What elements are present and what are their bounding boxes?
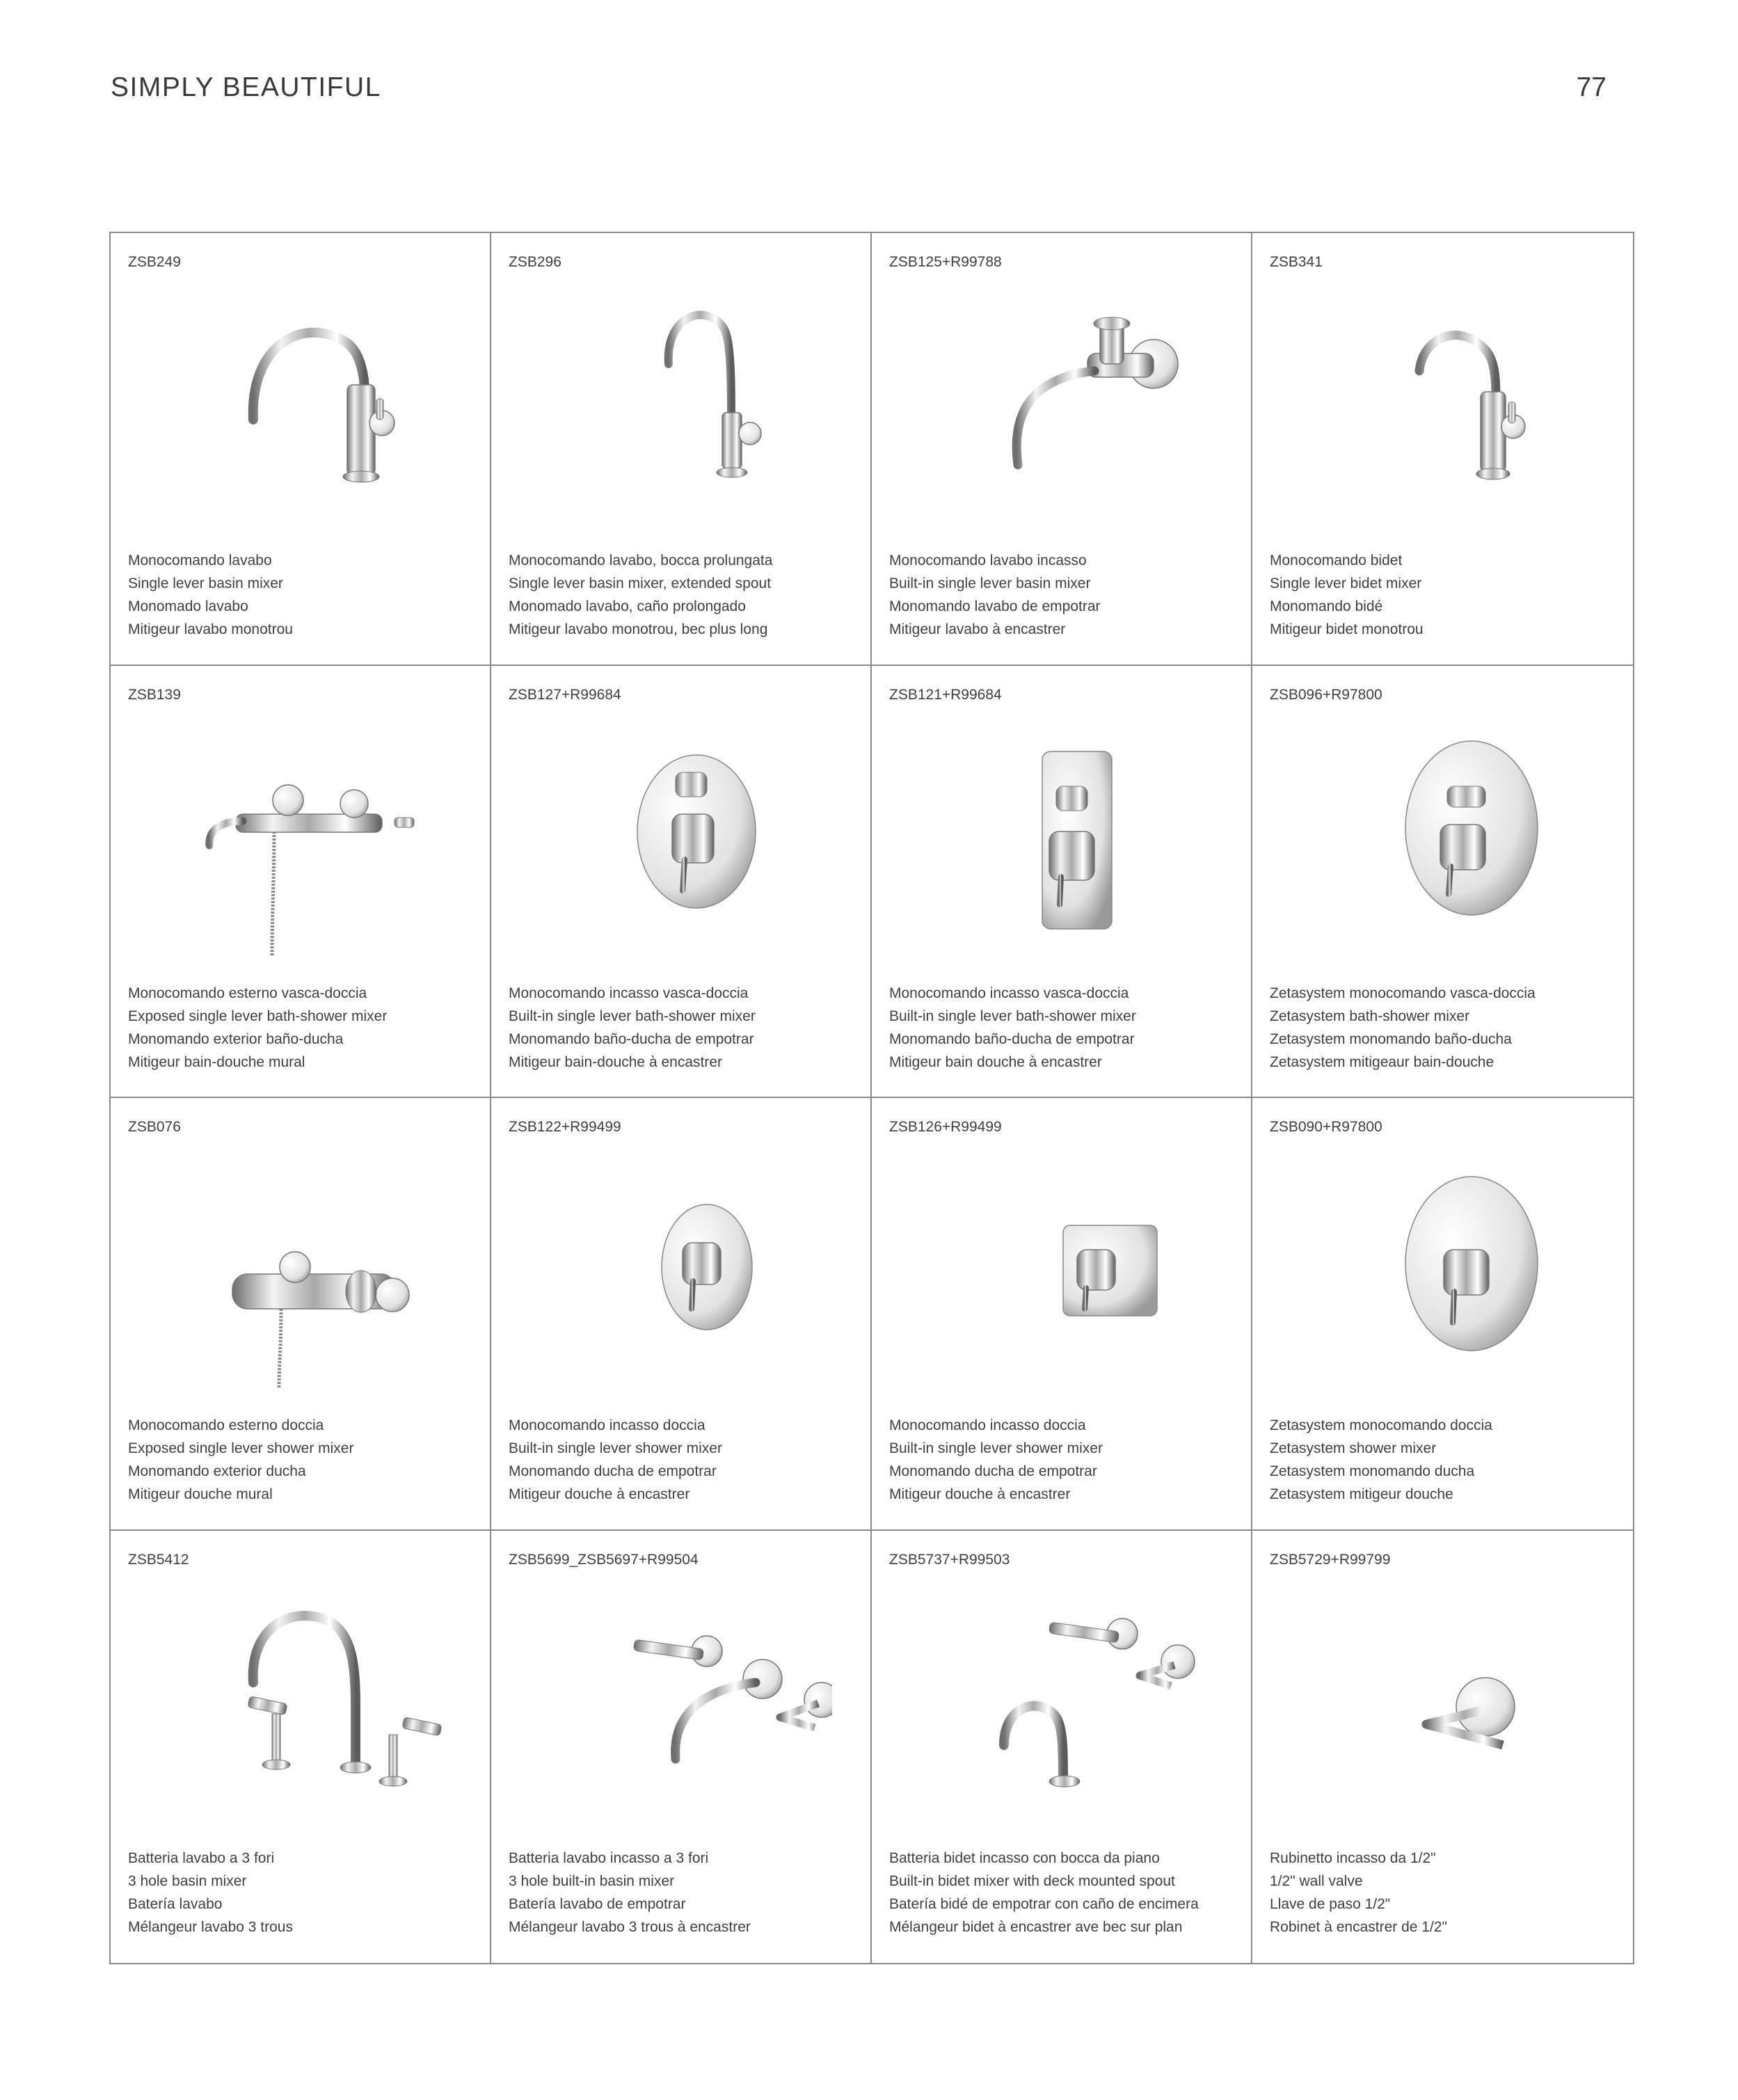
product-description: Batteria bidet incasso con bocca da piano Built-in bidet mixer with deck mounted spout Batería bidé de empotrar con caño de encimera Mélangeur bidet à encastrer ave bec sur plan (889, 1850, 1199, 1935)
product-code: ZSB090+R97800 (1270, 1119, 1382, 1135)
product-description: Monocomando esterno doccia Exposed single lever shower mixer Monomando exterior ducha Mitigeur douche mural (128, 1417, 354, 1502)
basin-mixer-icon (152, 287, 452, 524)
three-hole-built-in-basin-mixer-icon (533, 1585, 832, 1822)
product-description: Monocomando incasso vasca-doccia Built-in single lever bath-shower mixer Monomando baño-ducha de empotrar Mitigeur bain douche à encastrer (889, 985, 1136, 1070)
product-code: ZSB122+R99499 (509, 1119, 621, 1135)
round-built-in-shower-mixer-icon (533, 1152, 832, 1389)
product-description: Zetasystem monocomando doccia Zetasystem shower mixer Zetasystem monomando ducha Zetasystem mitigeur douche (1270, 1417, 1492, 1502)
product-code: ZSB341 (1270, 254, 1323, 270)
zetasystem-shower-mixer-icon (1294, 1152, 1593, 1389)
product-cell (1252, 1098, 1633, 1531)
product-cell (491, 666, 872, 1099)
product-grid (109, 232, 1634, 1964)
round-built-in-bath-mixer-icon (533, 720, 832, 957)
product-code: ZSB5737+R99503 (889, 1551, 1010, 1568)
product-cell (872, 1531, 1252, 1964)
product-description: Monocomando incasso vasca-doccia Built-in single lever bath-shower mixer Monomando baño-ducha de empotrar Mitigeur bain-douche à encastrer (509, 985, 756, 1070)
rect-built-in-bath-mixer-icon (914, 720, 1213, 957)
product-code: ZSB121+R99684 (889, 686, 1002, 703)
product-cell (491, 1098, 872, 1531)
product-description: Batteria lavabo a 3 fori 3 hole basin mixer Batería lavabo Mélangeur lavabo 3 trous (128, 1850, 293, 1935)
product-description: Monocomando esterno vasca-doccia Exposed single lever bath-shower mixer Monomando exterior baño-ducha Mitigeur bain-douche mural (128, 985, 388, 1070)
product-cell (111, 1531, 491, 1964)
wall-basin-mixer-icon (914, 287, 1213, 524)
product-cell (1252, 1531, 1633, 1964)
product-description: Monocomando lavabo incasso Built-in single lever basin mixer Monomando lavabo de empotrar Mitigeur lavabo à encastrer (889, 552, 1101, 637)
built-in-bidet-mixer-icon (914, 1585, 1213, 1822)
page-title: SIMPLY BEAUTIFUL (111, 72, 381, 102)
product-code: ZSB139 (128, 686, 181, 703)
product-code: ZSB5729+R99799 (1270, 1551, 1391, 1568)
product-cell (872, 1098, 1252, 1531)
product-cell (111, 233, 491, 666)
product-description: Monocomando lavabo, bocca prolungata Single lever basin mixer, extended spout Monomado lavabo, caño prolongado Mitigeur lavabo monotrou, bec plus long (509, 552, 773, 637)
product-code: ZSB096+R97800 (1270, 686, 1382, 703)
product-cell (872, 233, 1252, 666)
product-description: Monocomando incasso doccia Built-in single lever shower mixer Monomando ducha de empotrar Mitigeur douche à encastrer (889, 1417, 1103, 1502)
product-code: ZSB126+R99499 (889, 1119, 1002, 1135)
product-description: Zetasystem monocomando vasca-doccia Zetasystem bath-shower mixer Zetasystem monomando baño-ducha Zetasystem mitigeaur bain-douche (1270, 985, 1536, 1070)
product-code: ZSB5412 (128, 1551, 189, 1568)
product-code: ZSB125+R99788 (889, 254, 1002, 270)
square-built-in-shower-mixer-icon (914, 1152, 1213, 1389)
product-description: Rubinetto incasso da 1/2" 1/2" wall valve Llave de paso 1/2" Robinet à encastrer de 1/2" (1270, 1850, 1447, 1935)
product-cell (1252, 666, 1633, 1099)
product-code: ZSB249 (128, 254, 181, 270)
wall-valve-icon (1294, 1585, 1593, 1822)
zetasystem-bath-mixer-icon (1294, 720, 1593, 957)
page-number: 77 (1576, 72, 1607, 102)
product-description: Monocomando lavabo Single lever basin mixer Monomado lavabo Mitigeur lavabo monotrou (128, 552, 293, 637)
product-cell (111, 1098, 491, 1531)
product-cell (111, 666, 491, 1099)
product-cell (491, 233, 872, 666)
bath-shower-mixer-icon (152, 720, 452, 957)
product-code: ZSB5699_ZSB5697+R99504 (509, 1551, 699, 1568)
tall-basin-mixer-icon (533, 287, 832, 524)
product-cell (872, 666, 1252, 1099)
product-description: Batteria lavabo incasso a 3 fori 3 hole built-in basin mixer Batería lavabo de empotrar Mélangeur lavabo 3 trous à encastrer (509, 1850, 751, 1935)
product-cell (1252, 233, 1633, 666)
product-description: Monocomando bidet Single lever bidet mixer Monomando bidé Mitigeur bidet monotrou (1270, 552, 1424, 637)
product-code: ZSB076 (128, 1119, 181, 1135)
product-cell (491, 1531, 872, 1964)
product-code: ZSB127+R99684 (509, 686, 621, 703)
product-description: Monocomando incasso doccia Built-in single lever shower mixer Monomando ducha de empotrar Mitigeur douche à encastrer (509, 1417, 722, 1502)
exposed-shower-mixer-icon (152, 1152, 452, 1389)
bidet-mixer-icon (1294, 287, 1593, 524)
product-code: ZSB296 (509, 254, 561, 270)
three-hole-basin-mixer-icon (152, 1585, 452, 1822)
